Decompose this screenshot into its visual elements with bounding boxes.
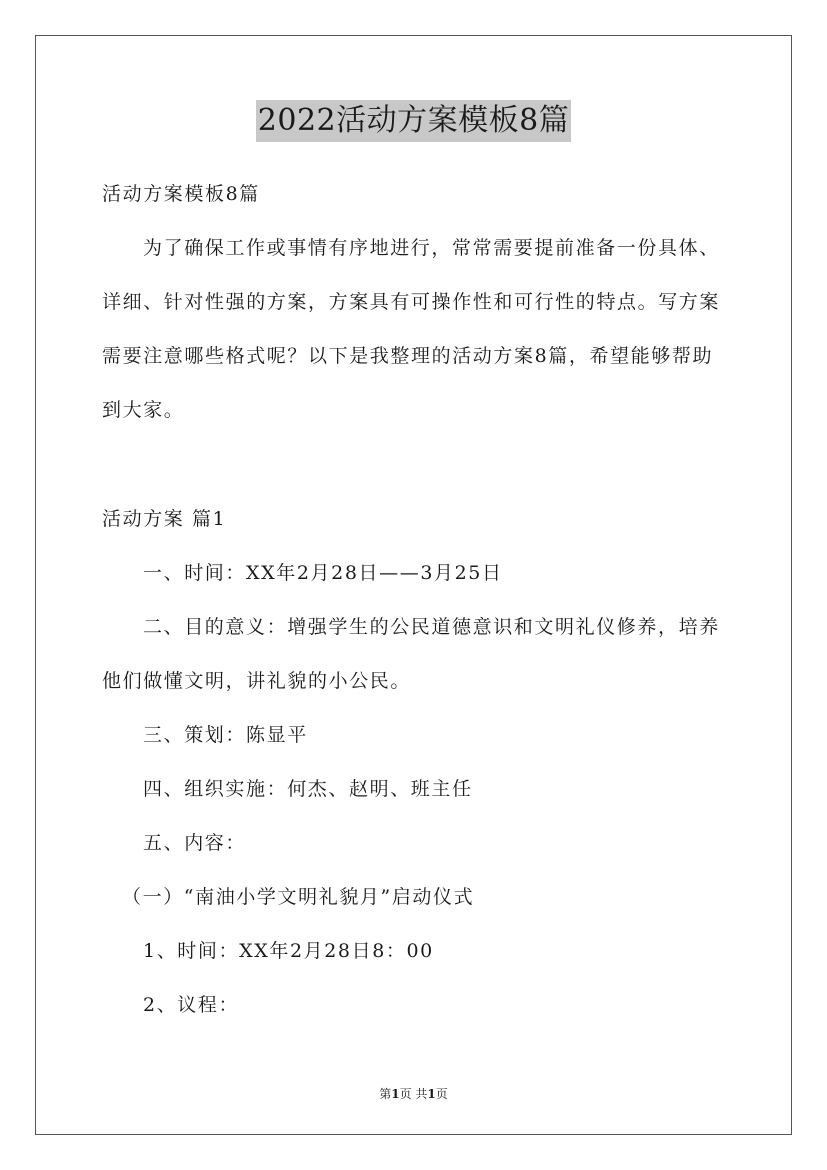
title-container xyxy=(0,100,827,142)
item-ceremony: （一）“南油小学文明礼貌月”启动仪式 xyxy=(122,886,475,908)
item-organizers: 四、组织实施：何杰、赵明、班主任 xyxy=(143,778,473,800)
footer-page-total: 1 xyxy=(427,1087,436,1101)
item-ceremony-time: 1、时间：XX年2月28日8：00 xyxy=(143,940,434,962)
item-planner: 三、策划：陈显平 xyxy=(143,724,308,746)
page-footer xyxy=(0,1085,827,1102)
intro-line-4: 到大家。 xyxy=(102,399,185,421)
footer-mid: 页 共 xyxy=(399,1087,428,1101)
section-heading: 活动方案 篇1 xyxy=(102,508,227,530)
item-purpose-cont: 他们做懂文明，讲礼貌的小公民。 xyxy=(102,670,412,692)
footer-suffix: 页 xyxy=(435,1087,448,1101)
intro-line-1: 为了确保工作或事情有序地进行，常常需要提前准备一份具体、 xyxy=(143,237,720,259)
item-content: 五、内容： xyxy=(143,832,247,854)
footer-prefix: 第 xyxy=(379,1087,392,1101)
item-agenda: 2、议程： xyxy=(143,994,240,1016)
intro-line-2: 详细、针对性强的方案，方案具有可操作性和可行性的特点。写方案 xyxy=(102,291,721,313)
intro-line-3: 需要注意哪些格式呢？以下是我整理的活动方案8篇，希望能够帮助 xyxy=(102,345,714,367)
item-purpose: 二、目的意义：增强学生的公民道德意识和文明礼仪修养，培养 xyxy=(143,616,720,638)
document-subtitle: 活动方案模板8篇 xyxy=(102,183,260,205)
document-title: 2022活动方案模板8篇 xyxy=(256,100,571,142)
item-time: 一、时间：XX年2月28日——3月25日 xyxy=(143,562,503,584)
footer-page-number: 1 xyxy=(391,1087,400,1101)
